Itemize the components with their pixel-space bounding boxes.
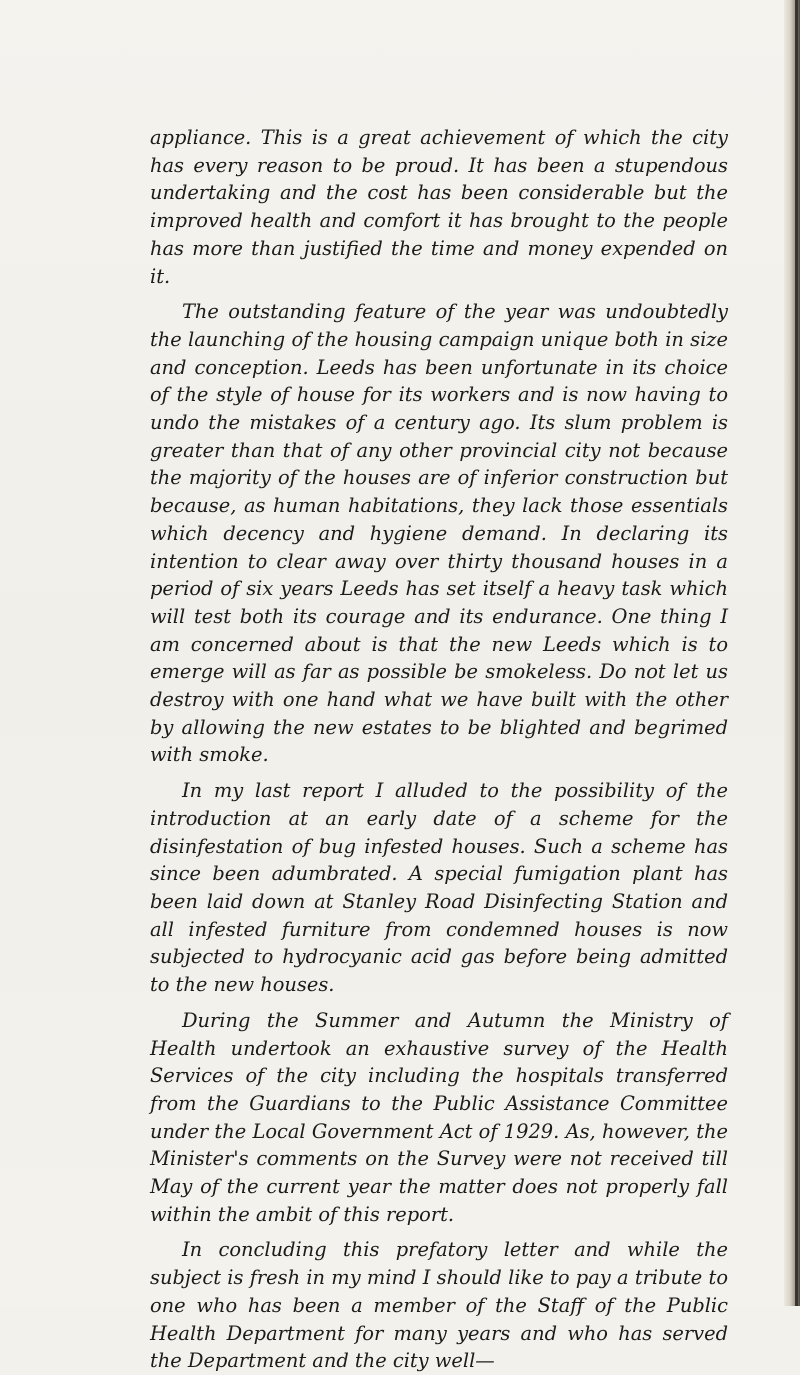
page-edge-shadow bbox=[784, 0, 800, 1306]
paragraph-3: In my last report I alluded to the possibility of the introduction at an early date of a scheme for the disinfestation of bug infested houses. Such a scheme has since been adumbrated. A special fumigation plant has been laid down at Stanley Road Disinfecting Station and all infested furniture from condemned houses is now subjected to hydrocyanic acid gas before being admitted to the new houses. bbox=[150, 779, 728, 997]
paragraph-1: appliance. This is a great achievement of which the city has every reason to be proud. It has been a stupendous undertaking and the cost has been considerable but the improved health and comfort it has brought to the people has more than justified the time and money expended on it. bbox=[150, 126, 728, 288]
paragraph-4: During the Summer and Autumn the Ministry of Health undertook an exhaustive survey of the Health Services of the city including the hospitals transferred from the Guardians to the Public Assistance Committee under the Local Government Act of 1929. As, however, the Minister's comments on the Survey were not received till May of the current year the matter does not properly fall within the ambit of this report. bbox=[150, 1008, 728, 1226]
body-text bbox=[150, 124, 728, 1375]
paragraph-5: In concluding this prefatory letter and while the subject is fresh in my mind I should like to pay a tribute to one who has been a member of the Staff of the Public Health Department for many years and who has served the Department and the city well— bbox=[150, 1238, 728, 1373]
paragraph-2: The outstanding feature of the year was undoubtedly the launching of the housing campaign unique both in size and conception. Leeds has been unfortunate in its choice of the style of house for its workers and is now having to undo the mistakes of a century ago. Its slum problem is greater than that of any other provincial city not because the majority of the houses are of inferior construction but because, as human habitations, they lack those essentials which decency and hygiene demand. In declaring its intention to clear away over thirty thousand houses in a period of six years Leeds has set itself a heavy task which will test both its courage and its endurance. One thing I am concerned about is that the new Leeds which is to emerge will as far as possible be smokeless. Do not let us destroy with one hand what we have built with the other by allowing the new estates to be blighted and begrimed with smoke. bbox=[150, 300, 728, 767]
